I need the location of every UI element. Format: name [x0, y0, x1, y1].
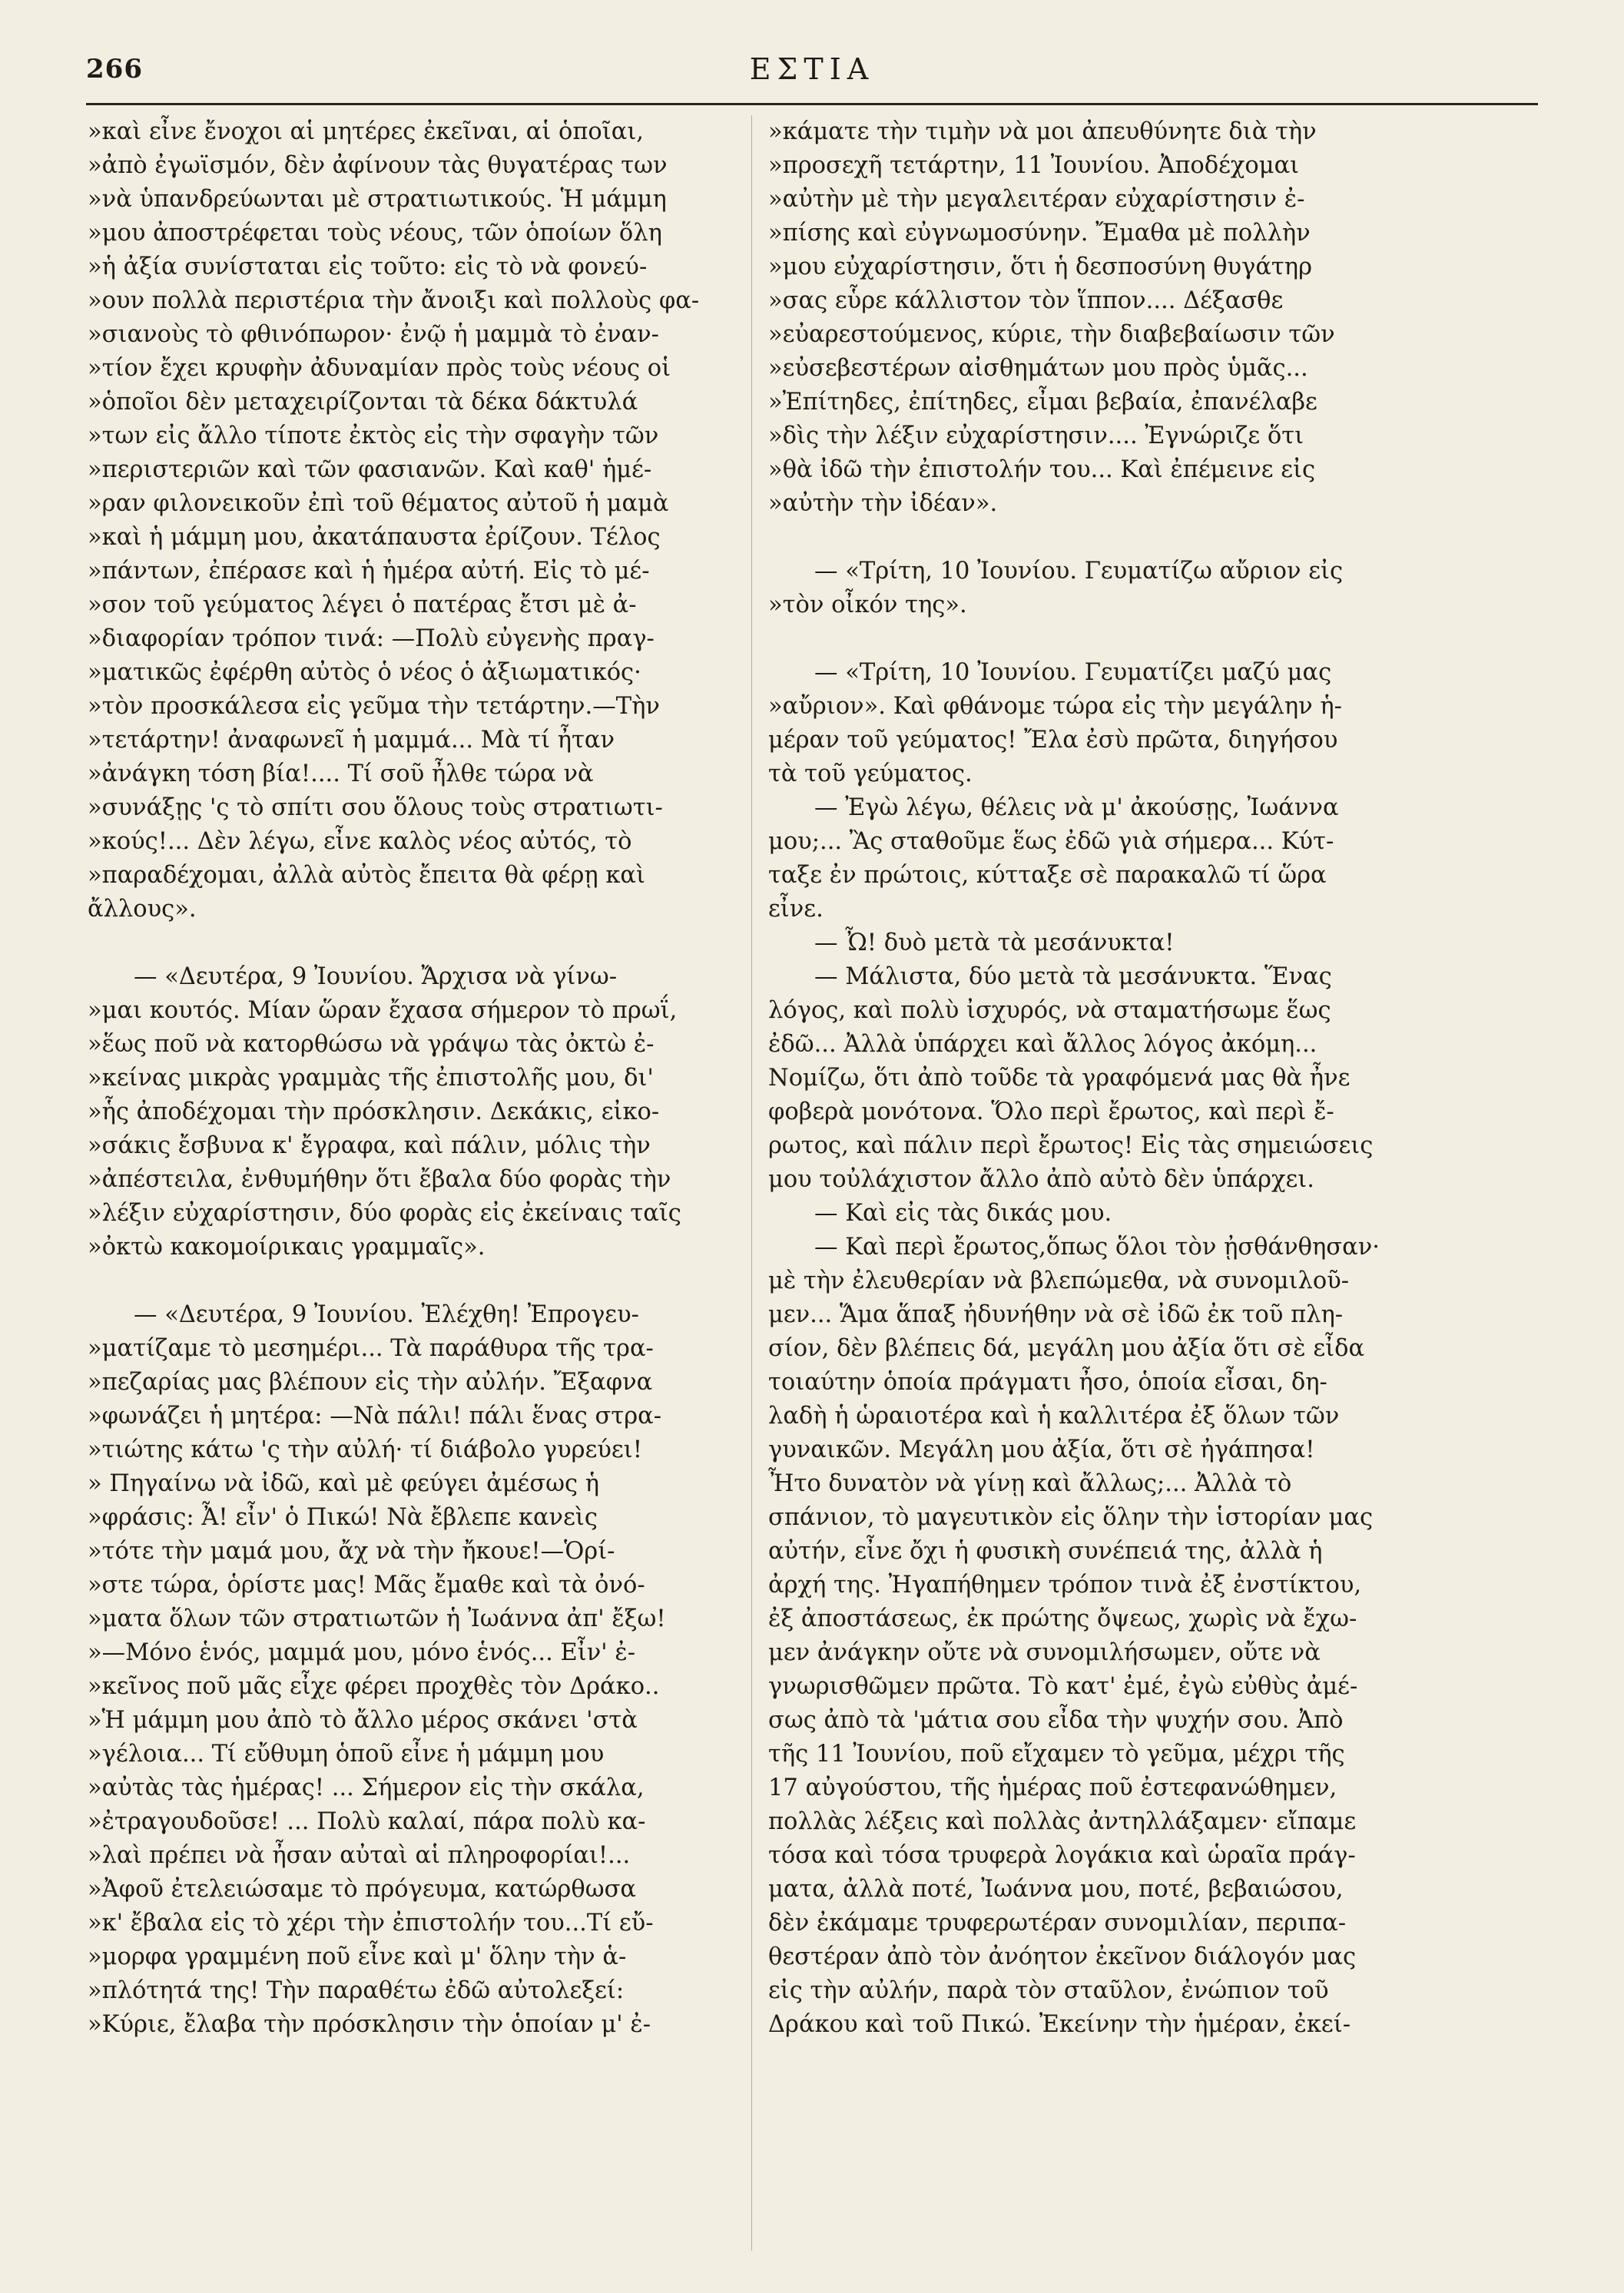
text-line: »ραν φιλονεικοῦν ἐπὶ τοῦ θέματος αὐτοῦ ἡ μαμὰ [88, 490, 669, 517]
text-line: »στε τώρα, ὁρίστε μας! Μᾶς ἔμαθε καὶ τὰ ὀνό- [88, 1572, 645, 1599]
text-line: »ὁποῖοι δὲν μεταχειρίζονται τὰ δέκα δάκτυλά [88, 389, 638, 416]
column-divider [751, 115, 752, 2251]
text-line: μεν ἀνάγκην οὔτε νὰ συνομιλήσωμεν, οὔτε νὰ [768, 1639, 1321, 1666]
text-line: »αὐτὴν τὴν ἰδέαν». [768, 490, 998, 517]
text-line: εἰς τὴν αὐλήν, παρὰ τὸν σταῦλον, ἐνώπιον τοῦ [768, 1977, 1329, 2004]
text-line: θεστέραν ἀπὸ τὸν ἀνόητον ἐκεῖνον διάλογόν μας [768, 1943, 1357, 1970]
text-line: σως ἀπὸ τὰ 'μάτια σου εἶδα τὴν ψυχήν σου. Ἀπὸ [768, 1707, 1344, 1734]
text-line: »πίσης καὶ εὐγνωμοσύνην. Ἔμαθα μὲ πολλὴν [768, 220, 1311, 247]
text-line: — Ὦ! δυὸ μετὰ τὰ μεσάνυκτα! [814, 929, 1175, 956]
text-line: ματα, ἀλλὰ ποτέ, Ἰωάννα μου, ποτέ, βεβαιώσου, [768, 1876, 1344, 1903]
text-line: ἄλλους». [88, 896, 197, 923]
text-line: »ματικῶς ἐφέρθη αὐτὸς ὁ νέος ὁ ἀξιωματικός· [88, 659, 641, 686]
text-line: »ματίζαμε τὸ μεσημέρι... Τὰ παράθυρα τῆς τρα- [88, 1335, 654, 1362]
text-line: ἐξ ἀποστάσεως, ἐκ πρώτης ὄψεως, χωρὶς νὰ ἔχω- [768, 1605, 1357, 1632]
text-line: — «Δευτέρα, 9 Ἰουνίου. Ἄρχισα νὰ γίνω- [134, 963, 618, 990]
text-line: »σάκις ἔσβυνα κ' ἔγραφα, καὶ πάλιν, μόλις τὴν [88, 1132, 651, 1159]
text-line: φοβερὰ μονότονα. Ὅλο περὶ ἔρωτος, καὶ περὶ ἔ- [768, 1098, 1334, 1125]
text-line: »εὐσεβεστέρων αἰσθημάτων μου πρὸς ὑμᾶς... [768, 355, 1308, 382]
text-line: »τετάρτην! ἀναφωνεῖ ἡ μαμμά... Μὰ τί ἦταν [88, 727, 615, 754]
text-line: »μαι κουτός. Μίαν ὥραν ἔχασα σήμερον τὸ πρωΐ, [88, 997, 678, 1024]
text-line: »Ἡ μάμμη μου ἀπὸ τὸ ἄλλο μέρος σκάνει 'στὰ [88, 1707, 638, 1734]
text-line: »ἀπὸ ἐγωϊσμόν, δὲν ἀφίνουν τὰς θυγατέρας των [88, 152, 668, 179]
text-line: »ἐτραγουδοῦσε! ... Πολὺ καλαί, πάρα πολὺ κα- [88, 1808, 646, 1835]
text-line: »Ἐπίτηδες, ἐπίτηδες, εἶμαι βεβαία, ἐπανέλαβε [768, 389, 1317, 416]
text-line: ρωτος, καὶ πάλιν περὶ ἔρωτος! Εἰς τὰς σημειώσεις [768, 1132, 1374, 1159]
text-line: τόσα καὶ τόσα τρυφερὰ λογάκια καὶ ὡραῖα πράγ- [768, 1842, 1356, 1869]
text-line: »σιανοὺς τὸ φθινόπωρον· ἐνῷ ἡ μαμμὰ τὸ ἐναν- [88, 321, 659, 348]
text-line: »γέλοια... Τί εὔθυμη ὁποῦ εἶνε ἡ μάμμη μου [88, 1741, 605, 1768]
text-line: »τιώτης κάτω 'ς τὴν αὐλή· τί διάβολο γυρεύει! [88, 1436, 642, 1463]
text-line: »λαὶ πρέπει νὰ ἦσαν αὐταὶ αἱ πληροφορίαι!... [88, 1842, 631, 1869]
text-line: λαδὴ ἡ ὡραιοτέρα καὶ ἡ καλλιτέρα ἐξ ὅλων τῶν [768, 1403, 1340, 1430]
text-line: »φωνάζει ἡ μητέρα: —Νὰ πάλι! πάλι ἕνας στρα- [88, 1403, 662, 1430]
text-line: »μου ἀποστρέφεται τοὺς νέους, τῶν ὁποίων ὅλη [88, 220, 662, 247]
text-line: »σας εὗρε κάλλιστον τὸν ἵππον.... Δέξασθε [768, 287, 1284, 314]
text-line: »πάντων, ἐπέρασε καὶ ἡ ἡμέρα αὐτή. Εἰς τὸ μέ- [88, 558, 650, 585]
text-line: »δὶς τὴν λέξιν εὐχαρίστησιν.... Ἐγνώριζε ὅτι [768, 422, 1304, 449]
text-line: πολλὰς λέξεις καὶ πολλὰς ἀντηλλάξαμεν· εἴπαμε [768, 1808, 1357, 1835]
text-line: — Ἐγὼ λέγω, θέλεις νὰ μ' ἀκούσῃς, Ἰωάννα [814, 794, 1339, 821]
text-line: »ἡ ἀξία συνίσταται εἰς τοῦτο: εἰς τὸ νὰ φονεύ- [88, 253, 648, 280]
text-line: »παραδέχομαι, ἀλλὰ αὐτὸς ἔπειτα θὰ φέρῃ καὶ [88, 862, 645, 889]
right-column [768, 115, 1421, 2042]
running-title: ΕΣΤΙΑ [749, 52, 875, 86]
text-line: »πεζαρίας μας βλέπουν εἰς τὴν αὐλήν. Ἔξαφνα [88, 1369, 653, 1396]
text-line: — «Τρίτη, 10 Ἰουνίου. Γευματίζω αὔριον εἰς [814, 558, 1344, 585]
text-line: »ὀκτὼ κακομοίρικαις γραμμαῖς». [88, 1234, 486, 1261]
text-line: »αὐτὰς τὰς ἡμέρας! ... Σήμερον εἰς τὴν σκάλα, [88, 1774, 645, 1801]
text-line: μὲ τὴν ἐλευθερίαν νὰ βλεπώμεθα, νὰ συνομιλοῦ- [768, 1267, 1350, 1294]
text-line: ἐδῶ... Ἀλλὰ ὑπάρχει καὶ ἄλλος λόγος ἀκόμη... [768, 1031, 1317, 1058]
text-line: »εὐαρεστούμενος, κύριε, τὴν διαβεβαίωσιν τῶν [768, 321, 1335, 348]
text-line: » Πηγαίνω νὰ ἰδῶ, καὶ μὲ φεύγει ἀμέσως ἡ [88, 1470, 600, 1497]
text-line: »κεῖνος ποῦ μᾶς εἶχε φέρει προχθὲς τὸν Δράκο.. [88, 1673, 660, 1700]
text-line: αὐτήν, εἶνε ὄχι ἡ φυσικὴ συνέπειά της, ἀλλὰ ἡ [768, 1538, 1323, 1565]
text-line: »ἀπέστειλα, ἐνθυμήθην ὅτι ἔβαλα δύο φορὰς τὴν [88, 1166, 671, 1193]
text-line: σίον, δὲν βλέπεις δά, μεγάλη μου ἀξία ὅτι σὲ εἶδα [768, 1335, 1365, 1362]
text-line: Δράκου καὶ τοῦ Πικώ. Ἐκείνην τὴν ἡμέραν, ἐκεί- [768, 2011, 1351, 2038]
text-line: τῆς 11 Ἰουνίου, ποῦ εἴχαμεν τὸ γεῦμα, μέχρι τῆς [768, 1741, 1345, 1768]
text-line: »Κύριε, ἔλαβα τὴν πρόσκλησιν τὴν ὁποίαν μ' ἐ- [88, 2011, 651, 2038]
left-column [88, 115, 741, 2042]
text-line: »κούς!... Δὲν λέγω, εἶνε καλὸς νέος αὐτός, τὸ [88, 828, 632, 855]
text-line: Νομίζω, ὅτι ἀπὸ τοῦδε τὰ γραφόμενά μας θὰ ἦνε [768, 1065, 1351, 1092]
text-line: »προσεχῆ τετάρτην, 11 Ἰουνίου. Ἀποδέχομαι [768, 152, 1300, 179]
text-line: ἀρχή της. Ἠγαπήθημεν τρόπον τινὰ ἐξ ἐνστίκτου, [768, 1572, 1362, 1599]
text-line: »συνάξῃς 'ς τὸ σπίτι σου ὅλους τοὺς στρατιωτι- [88, 794, 663, 821]
text-line: γυναικῶν. Μεγάλη μου ἀξία, ὅτι σὲ ἠγάπησα! [768, 1436, 1315, 1463]
text-line: »περιστεριῶν καὶ τῶν φασιανῶν. Καὶ καθ' ἡμέ- [88, 456, 652, 483]
text-line: »τίον ἔχει κρυφὴν ἀδυναμίαν πρὸς τοὺς νέους οἱ [88, 355, 671, 382]
text-line: »θὰ ἰδῶ τὴν ἐπιστολήν του... Καὶ ἐπέμεινε εἰς [768, 456, 1316, 483]
text-line: »φράσις: Ἆ! εἶν' ὁ Πικώ! Νὰ ἔβλεπε κανεὶς [88, 1504, 598, 1531]
text-line: »μου εὐχαρίστησιν, ὅτι ἡ δεσποσύνη θυγάτηρ [768, 253, 1312, 280]
text-line: δὲν ἐκάμαμε τρυφερωτέραν συνομιλίαν, περιπα- [768, 1910, 1347, 1937]
text-line: »ουν πολλὰ περιστέρια τὴν ἄνοιξι καὶ πολλοὺς φα- [88, 287, 700, 314]
text-line: μου τοὐλάχιστον ἄλλο ἀπὸ αὐτὸ δὲν ὑπάρχει. [768, 1166, 1314, 1193]
text-line: »ματα ὅλων τῶν στρατιωτῶν ἡ Ἰωάννα ἀπ' ἔξω! [88, 1605, 666, 1632]
text-line: ταξε ἐν πρώτοις, κύτταξε σὲ παρακαλῶ τί ὥρα [768, 862, 1327, 889]
text-line: »πλότητά της! Τὴν παραθέτω ἐδῶ αὐτολεξεί: [88, 1977, 625, 2004]
text-line: »λέξιν εὐχαρίστησιν, δύο φορὰς εἰς ἐκείναις ταῖς [88, 1200, 681, 1227]
text-line: »μορφα γραμμένη ποῦ εἶνε καὶ μ' ὅλην τὴν ἁ- [88, 1943, 627, 1970]
text-line: »τότε τὴν μαμά μου, ἄχ νὰ τὴν ἤκουε!—Ὁρί- [88, 1538, 615, 1565]
text-line: »διαφορίαν τρόπον τινά: —Πολὺ εὐγενὴς πραγ- [88, 625, 655, 652]
text-line: »—Μόνο ἑνός, μαμμά μου, μόνο ἑνός... Εἶν' ἐ- [88, 1639, 635, 1666]
page-number: 266 [86, 54, 143, 84]
text-line: γνωρισθῶμεν πρῶτα. Τὸ κατ' ἐμέ, ἐγὼ εὐθὺς ἀμέ- [768, 1673, 1358, 1700]
text-line: μεν... Ἅμα ἅπαξ ἠδυνήθην νὰ σὲ ἰδῶ ἐκ τοῦ πλη- [768, 1301, 1344, 1328]
text-line: »κ' ἔβαλα εἰς τὸ χέρι τὴν ἐπιστολήν του...Τί εὔ- [88, 1910, 654, 1937]
text-line: »τὸν προσκάλεσα εἰς γεῦμα τὴν τετάρτην.—Τὴν [88, 693, 660, 720]
text-line: — Καὶ περὶ ἔρωτος,ὅπως ὅλοι τὸν ᾐσθάνθησαν· [814, 1234, 1380, 1261]
text-line: »νὰ ὑπανδρεύωνται μὲ στρατιωτικούς. Ἡ μάμμη [88, 186, 667, 213]
text-line: »σον τοῦ γεύματος λέγει ὁ πατέρας ἔτσι μὲ ἀ- [88, 591, 637, 618]
text-line: μου;... Ἂς σταθοῦμε ἕως ἐδῶ γιὰ σήμερα... Κύτ- [768, 828, 1334, 855]
text-line: »αὐτὴν μὲ τὴν μεγαλειτέραν εὐχαρίστησιν ἐ- [768, 186, 1305, 213]
text-line: — Καὶ εἰς τὰς δικάς μου. [814, 1200, 1112, 1227]
text-line: — Μάλιστα, δύο μετὰ τὰ μεσάνυκτα. Ἕνας [814, 963, 1332, 990]
text-line: Ἦτο δυνατὸν νὰ γίνῃ καὶ ἄλλως;... Ἀλλὰ τὸ [768, 1470, 1292, 1497]
text-line: »ἕως ποῦ νὰ κατορθώσω νὰ γράψω τὰς ὀκτὼ ἐ- [88, 1031, 655, 1058]
text-line: μέραν τοῦ γεύματος! Ἔλα ἐσὺ πρῶτα, διηγήσου [768, 727, 1338, 754]
text-line: »κάματε τὴν τιμὴν νὰ μοι ἀπευθύνητε διὰ τὴν [768, 118, 1317, 145]
text-line: »αὔριον». Καὶ φθάνομε τώρα εἰς τὴν μεγάλην ἡ- [768, 693, 1342, 720]
text-line: »Ἀφοῦ ἐτελειώσαμε τὸ πρόγευμα, κατώρθωσα [88, 1876, 637, 1903]
text-line: τοιαύτην ὁποία πράγματι ἦσο, ὁποία εἶσαι, δη- [768, 1369, 1327, 1396]
text-line: σπάνιον, τὸ μαγευτικὸν εἰς ὅλην τὴν ἱστορίαν μας [768, 1504, 1374, 1531]
text-line: »καὶ ἡ μάμμη μου, ἀκατάπαυστα ἐρίζουν. Τέλος [88, 524, 661, 551]
text-line: »τὸν οἶκόν της». [768, 591, 967, 618]
text-line: — «Τρίτη, 10 Ἰουνίου. Γευματίζει μαζύ μας [814, 659, 1332, 686]
text-line: »κείνας μικρὰς γραμμὰς τῆς ἐπιστολῆς μου, δι' [88, 1065, 654, 1092]
text-line: — «Δευτέρα, 9 Ἰουνίου. Ἐλέχθη! Ἐπρογευ- [134, 1301, 639, 1328]
text-line: »ἧς ἀποδέχομαι τὴν πρόσκλησιν. Δεκάκις, εἰκο- [88, 1098, 660, 1125]
text-line: »ἀνάγκη τόση βία!.... Τί σοῦ ἦλθε τώρα νὰ [88, 760, 594, 787]
text-line: εἶνε. [768, 896, 824, 923]
text-line: λόγος, καὶ πολὺ ἰσχυρός, νὰ σταματήσωμε ἕως [768, 997, 1331, 1024]
text-line: 17 αὐγούστου, τῆς ἡμέρας ποῦ ἐστεφανώθημεν, [768, 1774, 1337, 1801]
text-line: τὰ τοῦ γεύματος. [768, 760, 973, 787]
text-line: »καὶ εἶνε ἔνοχοι αἱ μητέρες ἐκεῖναι, αἱ ὁποῖαι, [88, 118, 644, 145]
text-line: »των εἰς ἄλλο τίποτε ἐκτὸς εἰς τὴν σφαγὴν τῶν [88, 422, 659, 449]
header-rule [86, 103, 1538, 105]
